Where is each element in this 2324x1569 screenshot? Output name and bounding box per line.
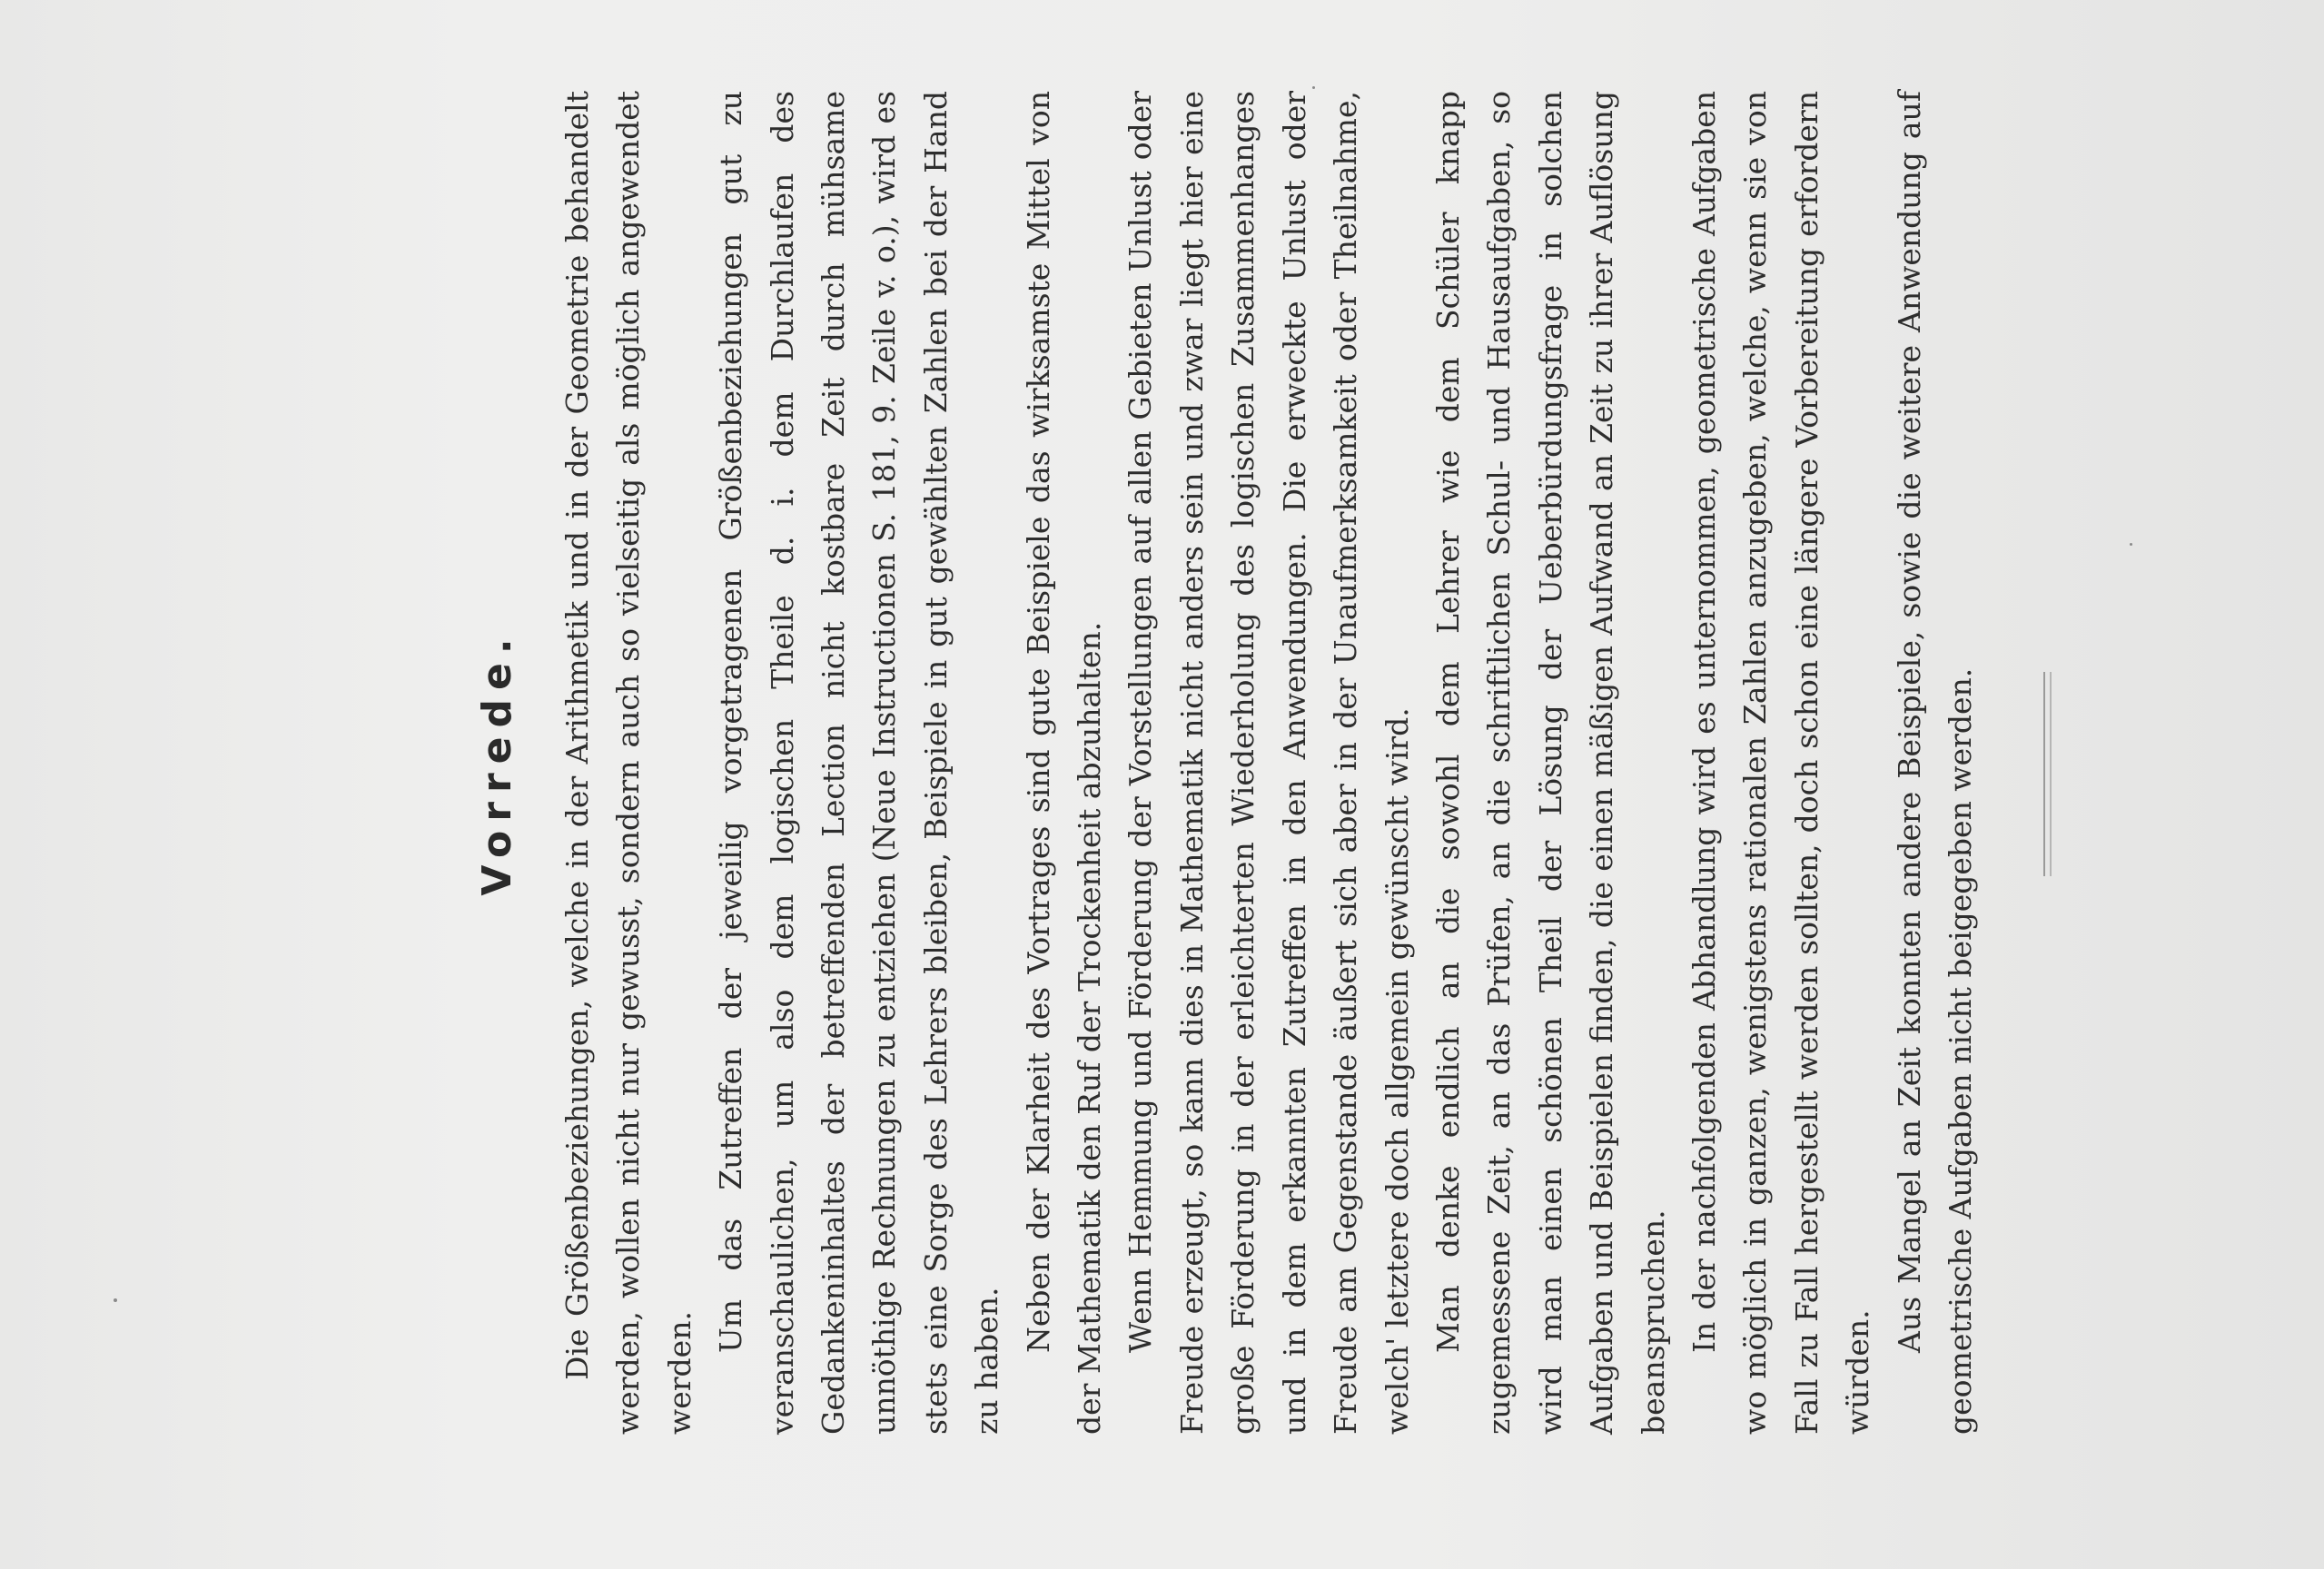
dust-speck bbox=[114, 1298, 117, 1302]
dust-speck bbox=[2130, 543, 2132, 546]
paragraph: Die Größenbeziehungen, welche in der Arithmetik und in der Geometrie behandelt werden, wollen nicht nur gewusst, sondern auch so vielseitig als möglich angewendet werden. bbox=[559, 91, 697, 1435]
dust-speck bbox=[1312, 86, 1315, 89]
text-block bbox=[454, 91, 1986, 1435]
paragraph: In der nachfolgenden Abhandlung wird es unternommen, geometrische Aufgaben wo möglich in ganzen, wenigstens rationalen Zahlen anzugeben, welche, wenn sie von Fall zu Fall hergestellt werden sollten, doch schon eine längere Vorbereitung erfordern würden. bbox=[1686, 91, 1876, 1435]
paragraph: Wenn Hemmung und Förderung der Vorstellungen auf allen Gebieten Unlust oder Freude erzeugt, so kann dies in Mathematik nicht anders sein und zwar liegt hier eine große Förderung in der erleichterten Wiederholung des logischen Zusammenhanges und in dem erkannten Zutreffen in den Anwendungen. Die erweckte Unlust oder Freude am Gegenstande äußert sich aber in der Unaufmerksamkeit oder Theilnahme, welch' letztere doch allgemein gewünscht wird. bbox=[1122, 91, 1415, 1435]
paragraph: Neben der Klarheit des Vortrages sind gute Beispiele das wirksamste Mittel von der Mathematik den Ruf der Trockenheit abzuhalten. bbox=[1020, 91, 1108, 1435]
paragraph: Aus Mangel an Zeit konnten andere Beispiele, sowie die weitere Anwendung auf geometrische Aufgaben nicht beigegeben werden. bbox=[1891, 91, 1978, 1435]
paragraph: Um das Zutreffen der jeweilig vorgetragenen Größenbeziehungen gut zu veranschaulichen, um also dem logischen Theile d. i. dem Durchlaufen des Gedankeninhaltes der betreffenden Lection nicht kostbare Zeit durch mühsame unnöthige Rechnungen zu entziehen (Neue Instructionen S. 181, 9. Zeile v. o.), wird es stets eine Sorge des Lehrers bleiben, Beispiele in gut gewählten Zahlen bei der Hand zu haben. bbox=[713, 91, 1005, 1435]
paragraph: Man denke endlich an die sowohl dem Lehrer wie dem Schüler knapp zugemessene Zeit, an das Prüfen, an die schriftlichen Schul- und Hausaufgaben, so wird man einen schönen Theil der Lösung der Ueberbürdungsfrage in solchen Aufgaben und Beispielen finden, die einen mäßigen Aufwand an Zeit zu ihrer Auflösung beanspruchen. bbox=[1429, 91, 1671, 1435]
decorative-rule bbox=[2043, 672, 2052, 876]
page-title: Vorrede. bbox=[474, 629, 520, 896]
